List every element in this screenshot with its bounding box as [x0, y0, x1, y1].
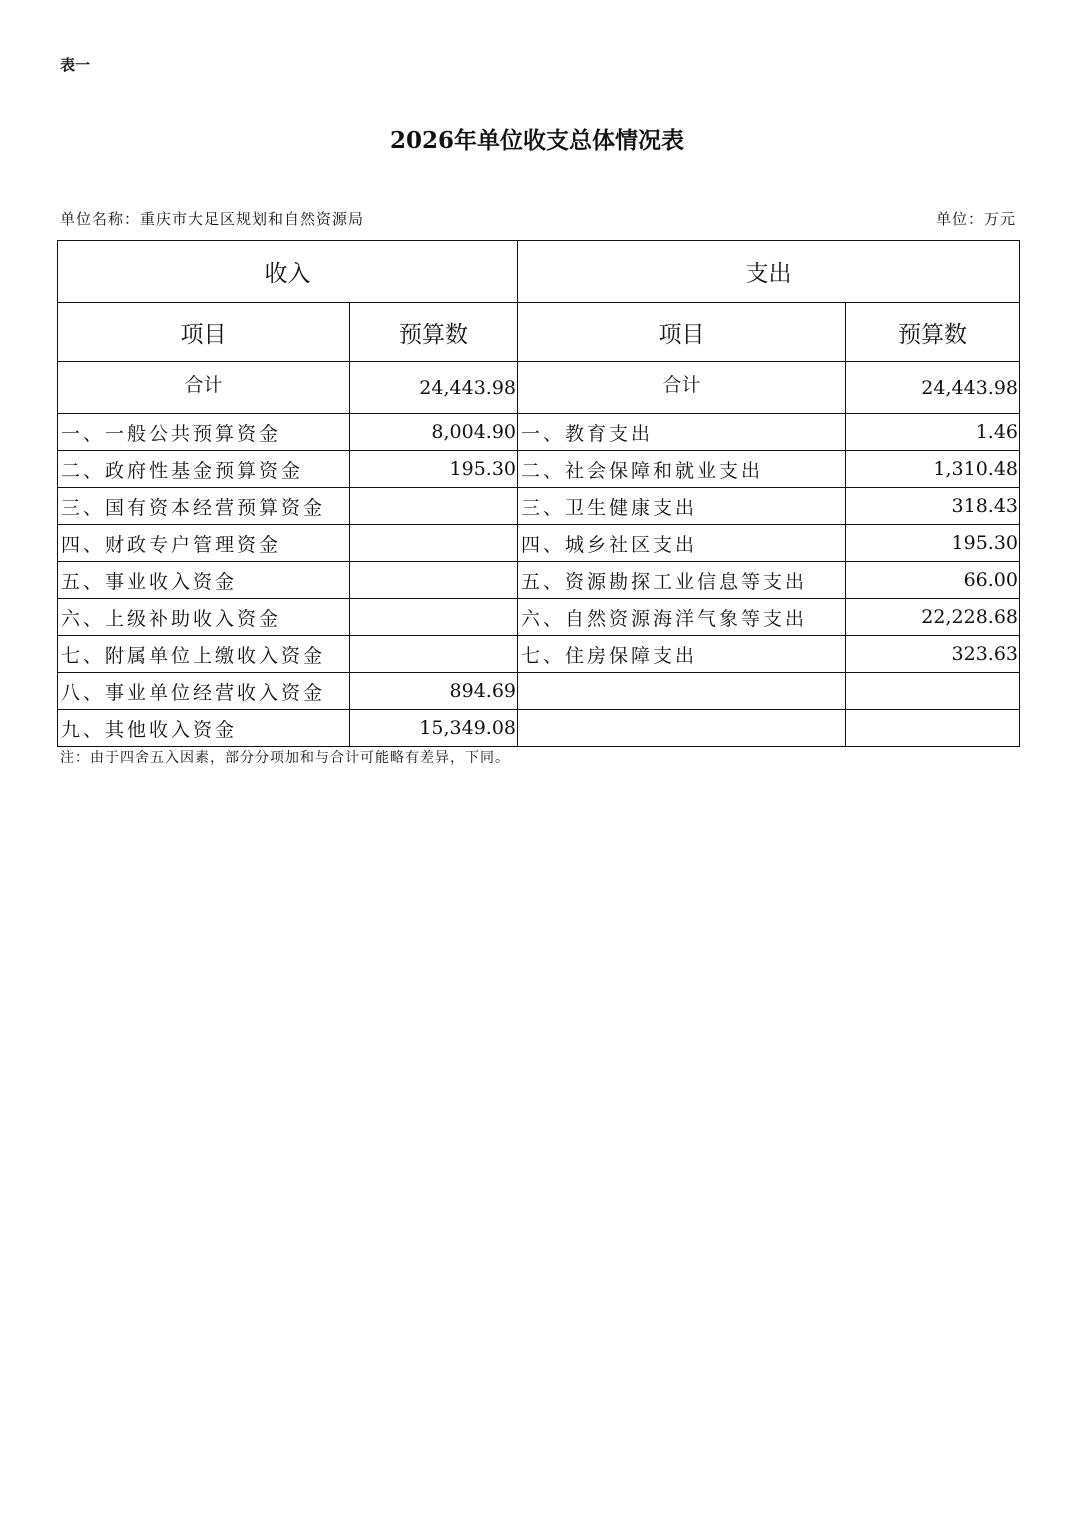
income-item: 三、国有资本经营预算资金	[58, 488, 350, 525]
expense-item: 三、卫生健康支出	[518, 488, 846, 525]
income-item: 六、上级补助收入资金	[58, 599, 350, 636]
expense-value: 318.43	[846, 488, 1020, 525]
expense-value	[846, 710, 1020, 747]
income-value	[350, 636, 518, 673]
expense-header: 支出	[518, 241, 1020, 303]
expense-value: 66.00	[846, 562, 1020, 599]
expense-item: 二、社会保障和就业支出	[518, 451, 846, 488]
income-value: 8,004.90	[350, 414, 518, 451]
expense-item-header: 项目	[518, 303, 846, 362]
income-item: 八、事业单位经营收入资金	[58, 673, 350, 710]
income-item: 二、政府性基金预算资金	[58, 451, 350, 488]
expense-item: 七、住房保障支出	[518, 636, 846, 673]
income-item: 七、附属单位上缴收入资金	[58, 636, 350, 673]
income-header: 收入	[58, 241, 518, 303]
table-row	[58, 451, 1020, 488]
footnote: 注：由于四舍五入因素，部分分项加和与合计可能略有差异，下同。	[60, 750, 510, 766]
table-row	[58, 599, 1020, 636]
table-label: 表一	[60, 56, 91, 74]
expense-item: 四、城乡社区支出	[518, 525, 846, 562]
table-row	[58, 562, 1020, 599]
expense-item	[518, 710, 846, 747]
unit-name: 单位名称：重庆市大足区规划和自然资源局	[60, 210, 365, 228]
income-value	[350, 599, 518, 636]
income-value	[350, 488, 518, 525]
income-value	[350, 525, 518, 562]
income-value: 894.69	[350, 673, 518, 710]
expense-item: 五、资源勘探工业信息等支出	[518, 562, 846, 599]
table-row	[58, 673, 1020, 710]
total-row	[58, 362, 1020, 414]
expense-total-label: 合计	[518, 362, 846, 414]
income-budget-header: 预算数	[350, 303, 518, 362]
table-row	[58, 525, 1020, 562]
expense-value: 195.30	[846, 525, 1020, 562]
expense-value	[846, 673, 1020, 710]
income-total-label: 合计	[58, 362, 350, 414]
page-title: 2026年单位收支总体情况表	[389, 127, 684, 154]
expense-item: 六、自然资源海洋气象等支出	[518, 599, 846, 636]
income-item: 四、财政专户管理资金	[58, 525, 350, 562]
table-row	[58, 636, 1020, 673]
unit-label: 单位：万元	[935, 210, 1016, 228]
expense-budget-header: 预算数	[846, 303, 1020, 362]
column-header-row	[58, 303, 1020, 362]
table-row	[58, 710, 1020, 747]
budget-table	[57, 240, 1020, 747]
expense-value: 22,228.68	[846, 599, 1020, 636]
income-total-value: 24,443.98	[350, 362, 518, 414]
expense-item	[518, 673, 846, 710]
expense-value: 323.63	[846, 636, 1020, 673]
table-row	[58, 414, 1020, 451]
income-item: 九、其他收入资金	[58, 710, 350, 747]
income-value	[350, 562, 518, 599]
section-header-row	[58, 241, 1020, 303]
expense-value: 1,310.48	[846, 451, 1020, 488]
expense-value: 1.46	[846, 414, 1020, 451]
expense-item: 一、教育支出	[518, 414, 846, 451]
table-row	[58, 488, 1020, 525]
income-item: 五、事业收入资金	[58, 562, 350, 599]
income-value: 195.30	[350, 451, 518, 488]
income-item-header: 项目	[58, 303, 350, 362]
income-value: 15,349.08	[350, 710, 518, 747]
expense-total-value: 24,443.98	[846, 362, 1020, 414]
income-item: 一、一般公共预算资金	[58, 414, 350, 451]
